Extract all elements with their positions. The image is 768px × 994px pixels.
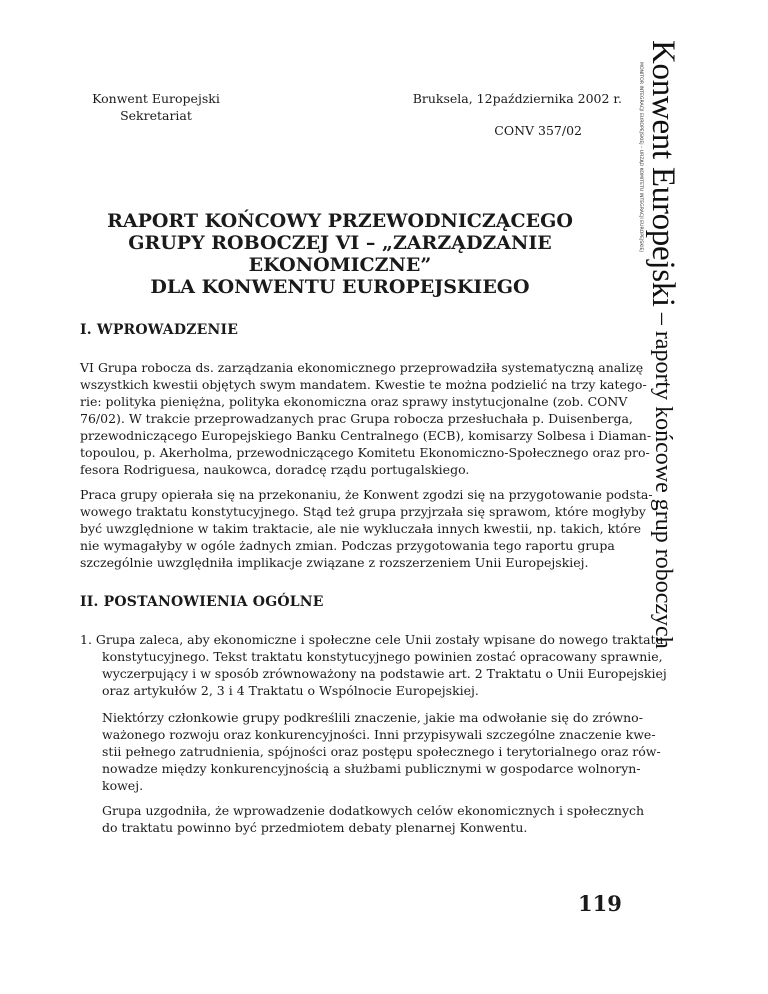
title-line: RAPORT KOŃCOWY PRZEWODNICZĄCEGO bbox=[107, 210, 573, 232]
text-line: rie: polityka pieniężna, polityka ekonomiczna oraz sprawy instytucjonalne (zob. CONV bbox=[80, 394, 628, 409]
text-line: Grupa uzgodniła, że wprowadzenie dodatkowych celów ekonomicznych i społecznych bbox=[102, 803, 645, 818]
text-line: nowadze między konkurencyjnością a służbami publicznymi w gospodarce wolnoryn- bbox=[102, 761, 641, 776]
item1-paragraph-2 bbox=[102, 709, 661, 794]
title-line: EKONOMICZNE” bbox=[248, 254, 432, 276]
text-line: być uwzględnione w takim traktacie, ale nie wykluczała innych kwestii, np. takich, które bbox=[80, 521, 642, 536]
title-line: DLA KONWENTU EUROPEJSKIEGO bbox=[150, 276, 530, 298]
text-line: wyczerpujący i w sposób zrównoważony na podstawie art. 2 Traktatu o Unii Europejskiej bbox=[102, 666, 667, 681]
text-line: ważonego rozwoju oraz konkurencyjności. Inni przypisywali szczególne znaczenie kwe- bbox=[102, 727, 656, 742]
text-line: oraz artykułów 2, 3 i 4 Traktatu o Wspólnocie Europejskiej. bbox=[102, 683, 479, 698]
text-line: konstytucyjnego. Tekst traktatu konstytucyjnego powinien zostać opracowany sprawnie, bbox=[102, 649, 663, 664]
text-line: VI Grupa robocza ds. zarządzania ekonomicznego przeprowadziła systematyczną analizę bbox=[80, 360, 644, 375]
item1-paragraph-3 bbox=[102, 802, 647, 836]
text-line: wowego traktatu konstytucyjnego. Stąd też grupa przyjrzała się sprawom, które mogłyby bbox=[80, 504, 646, 519]
text-line: fesora Rodriguesa, naukowca, doradcę rządu portugalskiego. bbox=[80, 462, 470, 477]
introduction-paragraph-1 bbox=[80, 359, 652, 478]
text-line: kowej. bbox=[102, 778, 144, 793]
text-line: 76/02). W trakcie przeprowadzanych prac Grupa robocza przesłuchała p. Duisenberga, bbox=[80, 411, 633, 426]
document-date: Bruksela, 12października 2002 r. bbox=[412, 91, 622, 106]
page-number: 119 bbox=[578, 891, 622, 916]
text-line: przewodniczącego Europejskiego Banku Centralnego (ECB), komisarzy Solbesa i Diaman- bbox=[80, 428, 652, 443]
organization-block bbox=[80, 90, 232, 124]
text-line: wszystkich kwestii objętych swym mandatem. Kwestie te można podzielić na trzy katego- bbox=[80, 377, 647, 392]
organization-unit: Sekretariat bbox=[120, 108, 192, 123]
text-line: 1. Grupa zaleca, aby ekonomiczne i społeczne cele Unii zostały wpisane do nowego traktatu bbox=[80, 632, 664, 647]
running-title-sidebar bbox=[640, 40, 680, 780]
section-heading-introduction: I. WPROWADZENIE bbox=[80, 322, 239, 338]
running-title bbox=[644, 40, 681, 649]
running-title-subtitle: – raporty końcowe grup roboczych bbox=[650, 306, 676, 649]
text-line: Praca grupy opierała się na przekonaniu, że Konwent zgodzi się na przygotowanie podsta- bbox=[80, 487, 653, 502]
introduction-paragraph-2 bbox=[80, 486, 653, 571]
text-line: szczególnie uwzględniła implikacje związane z rozszerzeniem Unii Europejskiej. bbox=[80, 555, 589, 570]
document-title bbox=[80, 210, 600, 298]
publisher-line: MONITOR INTEGRACJI EUROPEJSKIEJ – URZĄD KOMITETU INTEGRACJI EUROPEJSKIEJ bbox=[638, 62, 643, 252]
section-heading-general-provisions: II. POSTANOWIENIA OGÓLNE bbox=[80, 594, 324, 610]
text-line: do traktatu powinno być przedmiotem debaty plenarnej Konwentu. bbox=[102, 820, 528, 835]
text-line: topoulou, p. Akerholma, przewodniczącego Komitetu Ekonomiczno-Społecznego oraz pro- bbox=[80, 445, 650, 460]
document-code: CONV 357/02 bbox=[494, 123, 582, 138]
text-line: stii pełnego zatrudnienia, spójności oraz postępu społecznego i terytorialnego oraz rów- bbox=[102, 744, 661, 759]
running-title-main: Konwent Europejski bbox=[645, 40, 681, 307]
organization-name: Konwent Europejski bbox=[92, 91, 220, 106]
title-line: GRUPY ROBOCZEJ VI – „ZARZĄDZANIE bbox=[128, 232, 552, 254]
numbered-item-1 bbox=[80, 631, 667, 699]
text-line: nie wymagałyby w ogóle żadnych zmian. Podczas przygotowania tego raportu grupa bbox=[80, 538, 615, 553]
text-line: Niektórzy członkowie grupy podkreślili znaczenie, jakie ma odwołanie się do zrówno- bbox=[102, 710, 643, 725]
